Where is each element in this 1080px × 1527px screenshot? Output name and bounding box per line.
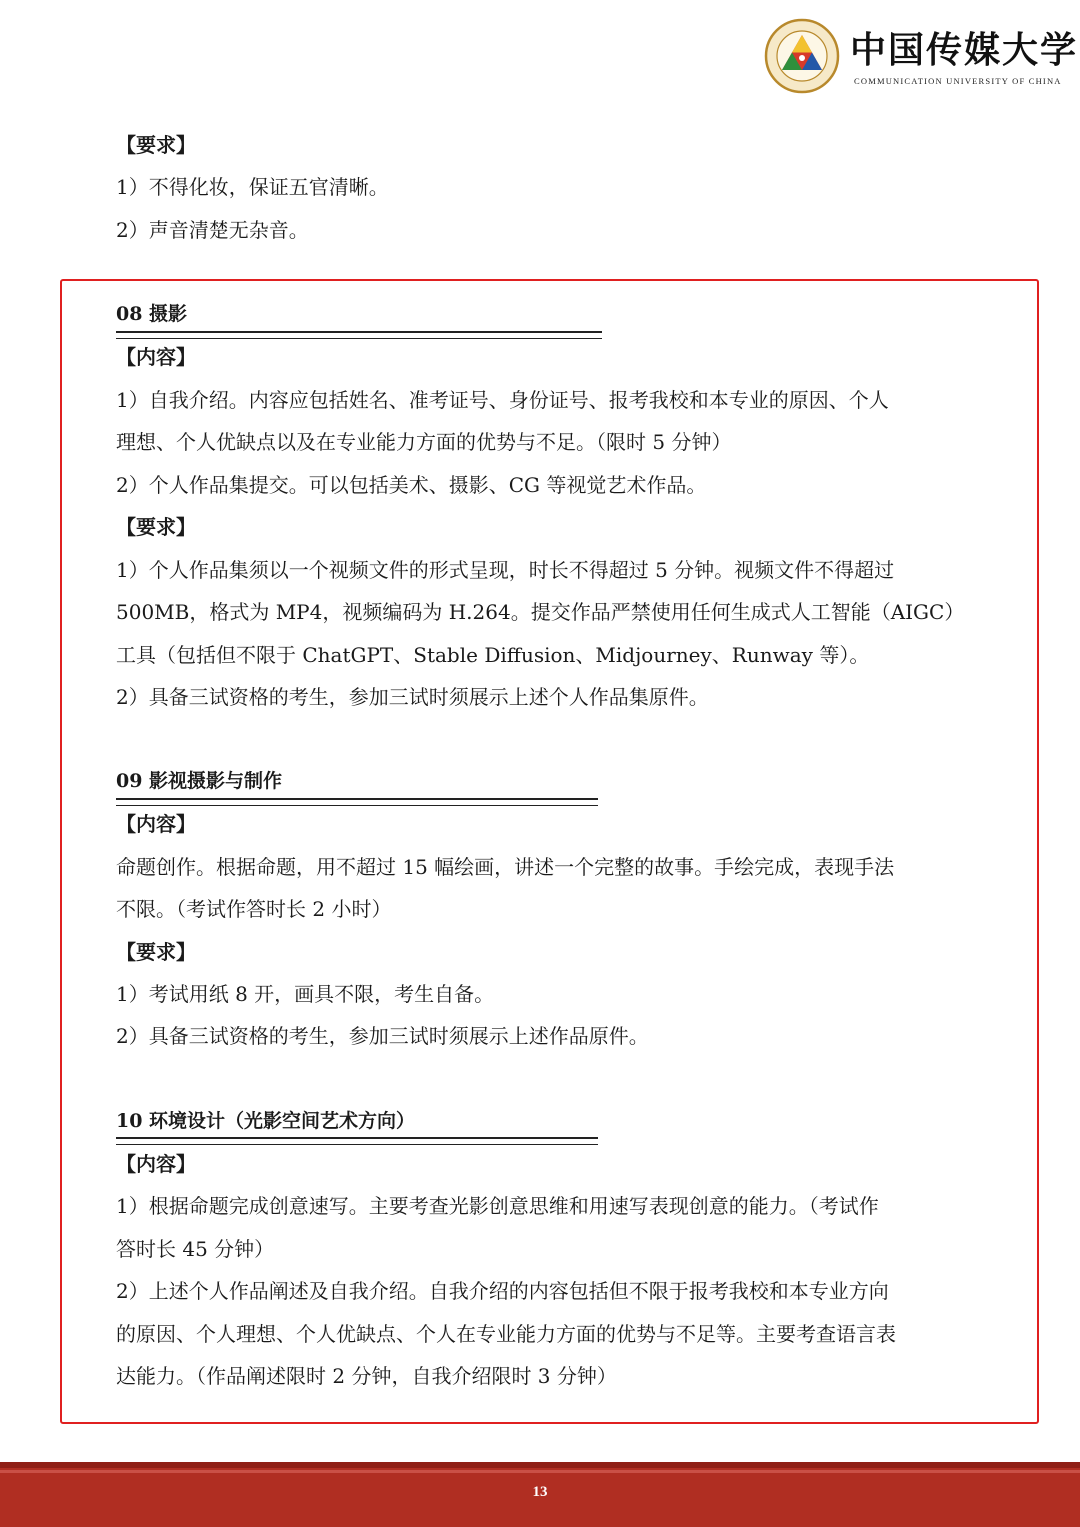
requirements-title: 【要求】: [116, 515, 196, 539]
paragraph-line: 达能力。（作品阐述限时 2 分钟，自我介绍限时 3 分钟）: [116, 1364, 617, 1388]
paragraph-line: 1）考试用纸 8 开，画具不限，考生自备。: [116, 982, 495, 1006]
requirements-title: 【要求】: [116, 133, 196, 157]
footer-stripe: [0, 1470, 1080, 1473]
paragraph-line: 2）具备三试资格的考生，参加三试时须展示上述作品原件。: [116, 1024, 649, 1048]
requirements-title: 【要求】: [116, 940, 196, 964]
paragraph-line: 的原因、个人理想、个人优缺点、个人在专业能力方面的优势与不足等。主要考查语言表: [116, 1322, 896, 1346]
content-title: 【内容】: [116, 1152, 196, 1176]
heading-underline: [116, 1137, 598, 1145]
paragraph-line: 答时长 45 分钟）: [116, 1237, 275, 1261]
paragraph-line: 1）个人作品集须以一个视频文件的形式呈现，时长不得超过 5 分钟。视频文件不得超过: [116, 558, 895, 582]
footer-stripe: [0, 1462, 1080, 1468]
paragraph-line: 1）自我介绍。内容应包括姓名、准考证号、身份证号、报考我校和本专业的原因、个人: [116, 388, 889, 412]
paragraph-line: 1）根据命题完成创意速写。主要考查光影创意思维和用速写表现创意的能力。（考试作: [116, 1194, 879, 1218]
heading-underline: [116, 798, 598, 806]
page-number: 13: [532, 1484, 548, 1500]
paragraph-line: 不限。（考试作答时长 2 小时）: [116, 897, 392, 921]
paragraph-line: 2）个人作品集提交。可以包括美术、摄影、CG 等视觉艺术作品。: [116, 473, 707, 497]
paragraph-line: 2）上述个人作品阐述及自我介绍。自我介绍的内容包括但不限于报考我校和本专业方向: [116, 1279, 889, 1303]
requirement-item: 1）不得化妆，保证五官清晰。: [116, 175, 389, 199]
section-heading-09: 09 影视摄影与制作: [116, 770, 283, 792]
paragraph-line: 理想、个人优缺点以及在专业能力方面的优势与不足。（限时 5 分钟）: [116, 430, 732, 454]
heading-underline: [116, 331, 602, 339]
university-logo: [764, 14, 1079, 98]
paragraph-line: 工具（包括但不限于 ChatGPT、Stable Diffusion、Midjourney、Runway 等）。: [116, 643, 870, 667]
content-title: 【内容】: [116, 812, 196, 836]
paragraph-line: 命题创作。根据命题，用不超过 15 幅绘画，讲述一个完整的故事。手绘完成，表现手法: [116, 855, 895, 879]
section-heading-08: 08 摄影: [116, 303, 188, 325]
content-title: 【内容】: [116, 345, 196, 369]
logo-chinese-name: 中国传媒大学: [850, 29, 1079, 71]
paragraph-line: 500MB，格式为 MP4，视频编码为 H.264。提交作品严禁使用任何生成式人工智能（AIGC）: [116, 600, 965, 624]
university-seal-icon: [764, 18, 840, 94]
requirement-item: 2）声音清楚无杂音。: [116, 218, 309, 242]
paragraph-line: 2）具备三试资格的考生，参加三试时须展示上述个人作品集原件。: [116, 685, 709, 709]
section-heading-10: 10 环境设计（光影空间艺术方向）: [116, 1110, 416, 1132]
logo-english-name: COMMUNICATION UNIVERSITY OF CHINA: [854, 76, 1062, 86]
